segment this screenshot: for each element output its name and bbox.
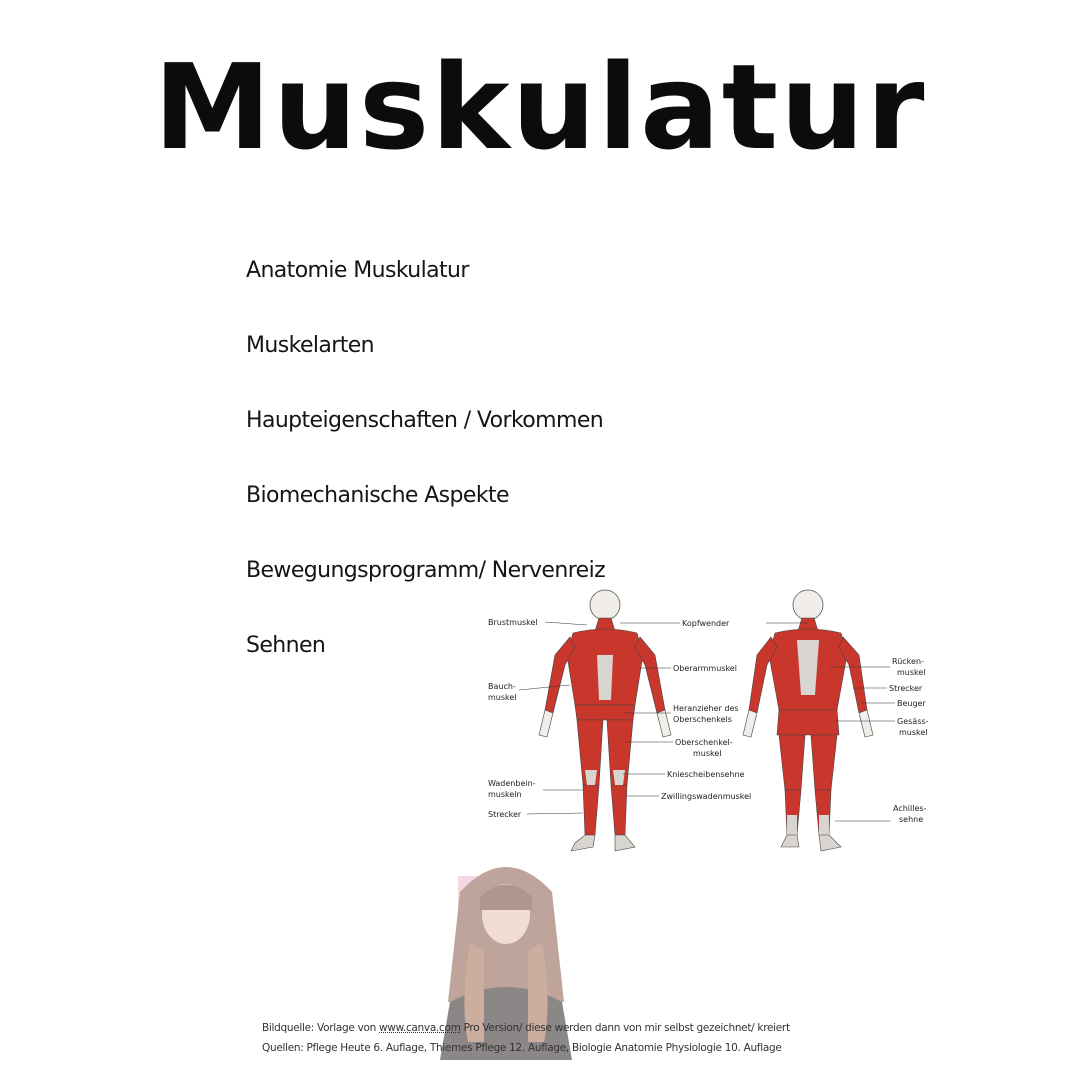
label-oberschenkel-1: Oberschenkel- bbox=[675, 738, 733, 747]
label-strecker-back: Strecker bbox=[889, 684, 923, 693]
label-strecker-front: Strecker bbox=[488, 810, 522, 819]
topic-item: Muskelarten bbox=[246, 333, 375, 358]
label-wadenbein-2: muskeln bbox=[488, 790, 522, 799]
label-kniescheibensehne: Kniescheibensehne bbox=[667, 770, 745, 779]
front-body-figure bbox=[539, 590, 671, 851]
label-zwillingswadenmuskel: Zwillingswadenmuskel bbox=[661, 792, 752, 801]
muscle-anatomy-illustration bbox=[475, 585, 945, 860]
literature-source-line: Quellen: Pflege Heute 6. Auflage, Thiemes Pflege 12. Auflage, Biologie Anatomie Physiologie 10. Auflage bbox=[262, 1042, 782, 1054]
label-gesaess-1: Gesäss- bbox=[897, 717, 929, 726]
label-achilles-2: sehne bbox=[899, 815, 924, 824]
image-source-prefix: Bildquelle: Vorlage von bbox=[262, 1022, 380, 1034]
canva-link[interactable]: www.canva.com bbox=[379, 1022, 461, 1034]
topic-item: Haupteigenschaften / Vorkommen bbox=[246, 408, 604, 433]
label-ruecken-2: muskel bbox=[897, 668, 926, 677]
label-gesaess-2: muskel bbox=[899, 728, 928, 737]
label-heranzieher-1: Heranzieher des bbox=[673, 704, 739, 713]
label-achilles-1: Achilles- bbox=[893, 804, 927, 813]
label-ruecken-1: Rücken- bbox=[892, 657, 924, 666]
topic-item: Anatomie Muskulatur bbox=[246, 258, 469, 283]
label-bauchmuskel-1: Bauch- bbox=[488, 682, 516, 691]
label-kopfwender: Kopfwender bbox=[682, 619, 730, 628]
label-oberschenkel-2: muskel bbox=[693, 749, 722, 758]
image-source-line bbox=[262, 1018, 790, 1038]
label-heranzieher-2: Oberschenkels bbox=[673, 715, 732, 724]
label-bauchmuskel-2: muskel bbox=[488, 693, 517, 702]
label-beuger: Beuger bbox=[897, 699, 926, 708]
sources-footer bbox=[262, 1018, 790, 1058]
label-brustmuskel: Brustmuskel bbox=[488, 618, 538, 627]
back-body-figure bbox=[743, 590, 873, 851]
page-title: Muskulatur bbox=[153, 38, 927, 176]
label-oberarmmuskel: Oberarmmuskel bbox=[673, 664, 737, 673]
topic-item: Biomechanische Aspekte bbox=[246, 483, 509, 508]
topic-item: Bewegungsprogramm/ Nervenreiz bbox=[246, 558, 606, 583]
topic-item: Sehnen bbox=[246, 633, 326, 658]
label-wadenbein-1: Wadenbein- bbox=[488, 779, 536, 788]
image-source-suffix: Pro Version/ diese werden dann von mir selbst gezeichnet/ kreiert bbox=[460, 1022, 790, 1034]
